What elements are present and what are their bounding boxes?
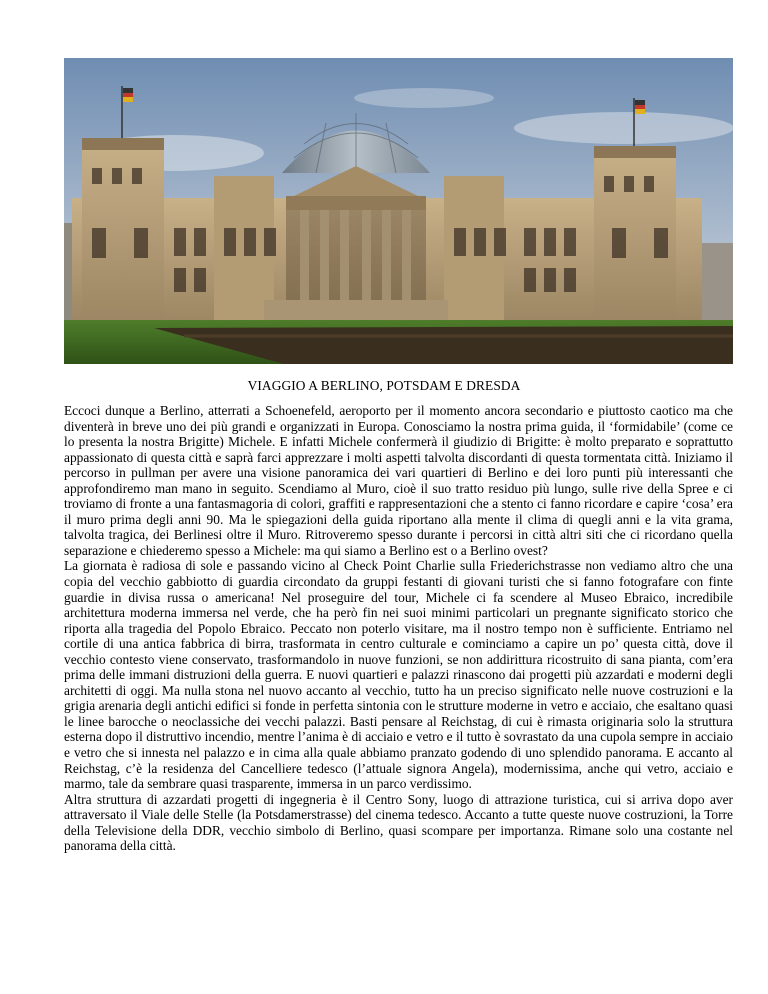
body-paragraph: Eccoci dunque a Berlino, atterrati a Schoenefeld, aeroporto per il momento ancora secondario e piuttosto caotico ma che diventerà in breve uno dei più grandi e organizzati in Europa. Conosciamo la nostra prima guida, il ‘formidabile’ (come ce lo presenta la nostra Brigitte) Michele. E infatti Michele confermerà il giudizio di Brigitte: è molto preparato e soprattutto appassionato di questa città e saprà farci apprezzare i molti aspetti talvolta discordanti di questa tormentata città. Iniziamo il percorso in pullman per avere una visione panoramica dei vari quartieri di Berlino e dei loro punti più interessanti che approfondiremo man mano in seguito. Scendiamo al Muro, cioè il suo tratto residuo più lungo, sulle rive della Spree e ci troviamo di fronte a una fantasmagoria di colori, graffiti e rappresentazioni che a stento ci fanno ricordare e capire ‘cosa’ era il muro prima degli anni 90. Ma le spiegazioni della guida riportano alla mente il clima di quegli anni e la vita grama, talvolta tragica, dei Berlinesi oltre il Muro. Ritroveremo spesso durante i percorsi in città altri siti che ci ricordano quella separazione e chiederemo spesso a Michele: ma qui siamo a Berlino est o a Berlino ovest? [64, 403, 733, 558]
document-title: VIAGGIO A BERLINO, POTSDAM E DRESDA [247, 378, 521, 393]
document-body [64, 403, 733, 854]
reichstag-photo [64, 58, 733, 364]
body-paragraph: Altra struttura di azzardati progetti di ingegneria è il Centro Sony, luogo di attrazione turistica, cui si arriva dopo aver attraversato il Viale delle Stelle (la Potsdamerstrasse) del cinema tedesco. Accanto a tutte queste nuove costruzioni, la Torre della Televisione della DDR, vecchio simbolo di Berlino, quasi scompare per importanza. Rimane solo una costante nel panorama della città. [64, 791, 733, 854]
body-paragraph: La giornata è radiosa di sole e passando vicino al Check Point Charlie sulla Friederichstrasse non vediamo altro che una copia del vecchio gabbiotto di guardia circondato da gruppi festanti di giovani turisti che si fanno fotografare con finte guardie in divisa russa o americana! Nel proseguire del tour, Michele ci fa scendere al Museo Ebraico, incredibile architettura moderna immersa nel verde, che ha però fin nei suoi minimi particolari un pregnante significato storico che riporta alla tragedia del Popolo Ebraico. Peccato non poterlo visitare, ma il nostro tempo non è sufficiente. Entriamo nel cortile di una antica fabbrica di birra, trasformata in centro culturale e cominciamo a capire un po’ questa città, dove il vecchio contesto viene conservato, trasformandolo in nuove funzioni, se non addirittura ricostruito di sana pianta, com’era prima delle immani distruzioni della guerra. E nuovi quartieri e palazzi rinascono dai progetti più azzardati e moderni degli architetti di oggi. Ma nulla stona nel nuovo accanto al vecchio, tutto ha un preciso significato nelle nuove costruzioni e la grigia arenaria degli antichi edifici si fonde in perfetta sintonia con le strutture moderne in vetro e acciaio, che esaltano quasi le linee barocche o neoclassiche dei vecchi palazzi. Basti pensare al Reichstag, di cui è rimasta originaria solo la struttura esterna dopo il distruttivo incendio, mentre l’anima è di acciaio e vetro e il tutto è sovrastato da una cupola sempre in acciaio e vetro che si innesta nel palazzo e in cima alla quale abbiamo pranzato godendo di uno splendido panorama. E accanto al Reichstag, c’è la residenza del Cancelliere tedesco (l’attuale signora Angela), modernissima, anche qui vetro, acciaio e marmo, tale da sembrare quasi trasparente, immersa in un parco verdissimo. [64, 558, 733, 792]
